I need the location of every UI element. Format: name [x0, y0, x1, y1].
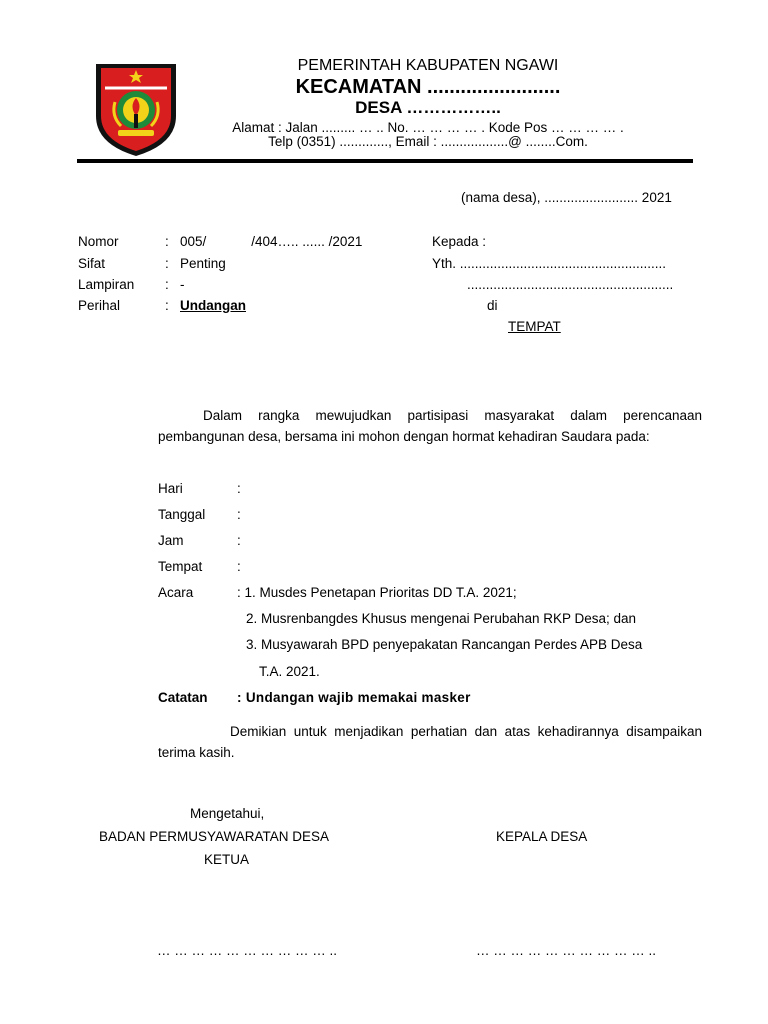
- closing-paragraph: Demikian untuk menjadikan perhatian dan atas kehadirannya disampaikan terima kasih.: [158, 724, 702, 760]
- nomor-label: Nomor: [78, 234, 119, 249]
- recipient-line2: .......................................................: [467, 277, 674, 292]
- letterhead-contact: Telp (0351) ............., Email : ..................@ ........Com.: [268, 134, 588, 149]
- bpd-title: BADAN PERMUSYAWARATAN DESA: [99, 829, 330, 844]
- colon: :: [237, 559, 241, 574]
- perihal-label: Perihal: [78, 298, 121, 313]
- ngawi-regency-emblem: [93, 58, 179, 158]
- colon: :: [165, 234, 169, 249]
- ketua-title: KETUA: [204, 852, 250, 867]
- kepala-desa-title: KEPALA DESA: [496, 829, 588, 844]
- catatan-value: : Undangan wajib memakai masker: [237, 690, 471, 705]
- lampiran-value: -: [180, 277, 185, 292]
- tanggal-label: Tanggal: [158, 507, 206, 522]
- colon: :: [165, 277, 169, 292]
- recipient-kepada: Kepada :: [432, 234, 487, 249]
- colon: :: [237, 533, 241, 548]
- acara-item-3: 3. Musyawarah BPD penyepakatan Rancangan Perdes APB Desa: [246, 637, 643, 652]
- acara-item-3-cont: T.A. 2021.: [259, 664, 320, 679]
- colon: :: [165, 256, 169, 271]
- letter-date: (nama desa), ......................... 2021: [461, 190, 672, 205]
- acara-label: Acara: [158, 585, 194, 600]
- perihal-value: Undangan: [180, 298, 246, 313]
- catatan-label: Catatan: [158, 690, 208, 705]
- letterhead-district: KECAMATAN ........................: [295, 76, 561, 98]
- intro-paragraph: Dalam rangka mewujudkan partisipasi masyarakat dalam perencanaan pembangunan desa, bersama ini mohon dengan hormat kehadiran Saudara pada:: [158, 408, 702, 444]
- signature-line-left: … … … … … … … … … … ..: [157, 943, 338, 958]
- recipient-tempat: TEMPAT: [508, 319, 561, 334]
- mengetahui: Mengetahui,: [190, 806, 265, 821]
- recipient-yth: Yth. .......................................................: [432, 256, 667, 271]
- colon: :: [165, 298, 169, 313]
- letterhead-divider: [77, 159, 693, 163]
- recipient-di: di: [487, 298, 498, 313]
- sifat-value: Penting: [180, 256, 226, 271]
- acara-item-2: 2. Musrenbangdes Khusus mengenai Perubahan RKP Desa; dan: [246, 611, 637, 626]
- colon: :: [237, 507, 241, 522]
- letterhead-government: PEMERINTAH KABUPATEN NGAWI: [297, 57, 559, 74]
- nomor-value: 005/ /404….. ...... /2021: [180, 234, 363, 249]
- hari-label: Hari: [158, 481, 183, 496]
- letterhead-address: Alamat : Jalan ......... … .. No. … … … … . Kode Pos … … … … .: [232, 120, 624, 135]
- tempat-label: Tempat: [158, 559, 203, 574]
- letterhead-village: DESA ……………..: [355, 98, 501, 117]
- jam-label: Jam: [158, 533, 184, 548]
- signature-line-right: … … … … … … … … … … ..: [476, 943, 657, 958]
- lampiran-label: Lampiran: [78, 277, 135, 292]
- acara-item-1: : 1. Musdes Penetapan Prioritas DD T.A. 2021;: [237, 585, 517, 600]
- colon: :: [237, 481, 241, 496]
- sifat-label: Sifat: [78, 256, 106, 271]
